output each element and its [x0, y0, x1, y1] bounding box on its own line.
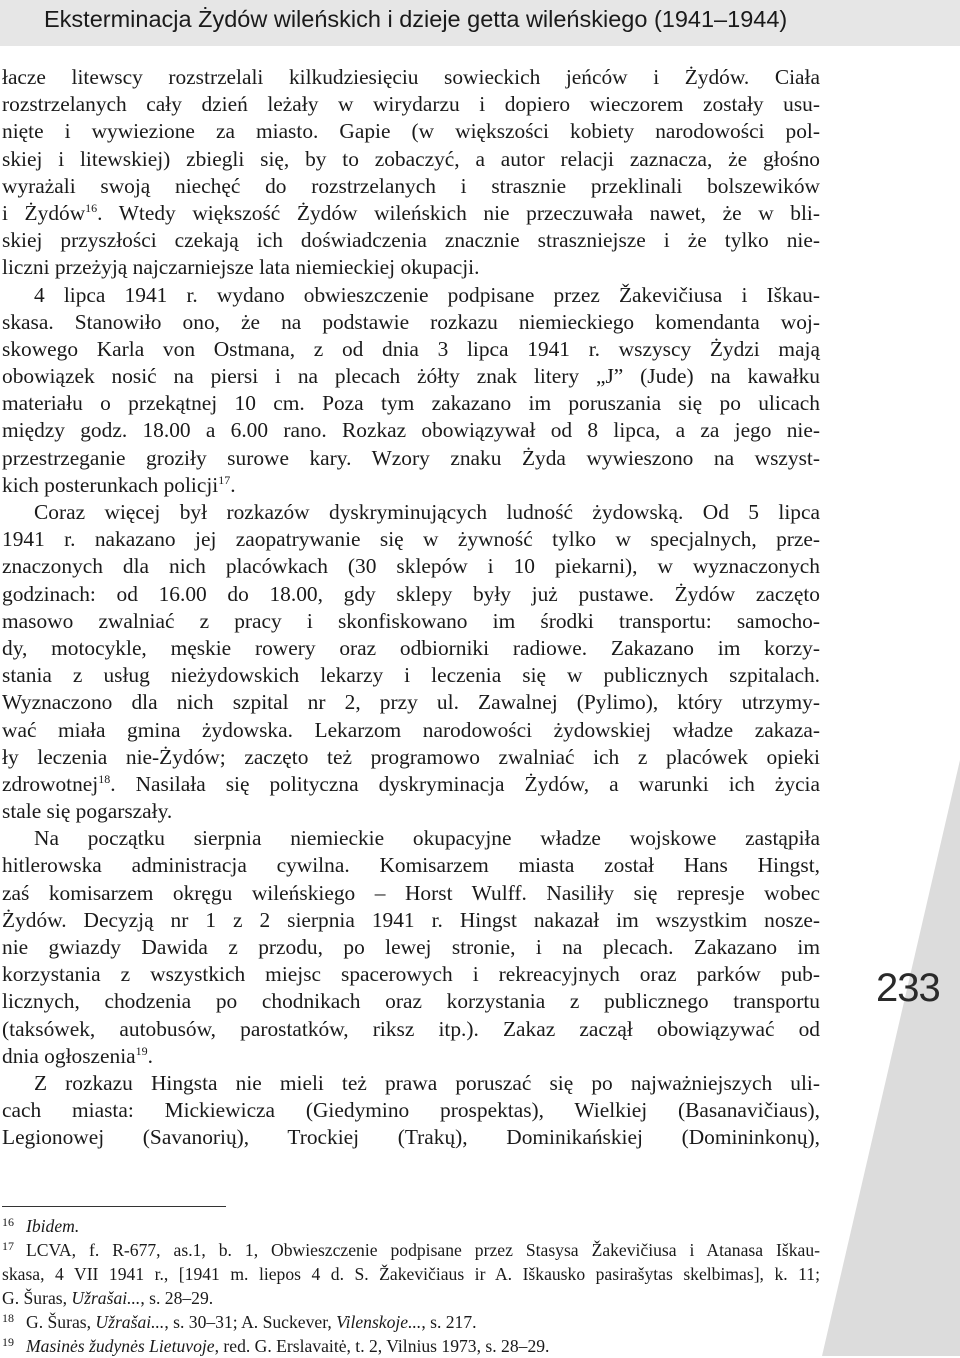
text-line: 1941 r. nakazano jej zaopatrywanie się w żywność tylko w specjalnych, prze- [2, 527, 820, 552]
text-line: dnia ogłoszenia$^{19}$. [2, 1043, 154, 1068]
text-line: znaczonych dla nich placówkach (30 sklepów i 10 piekarni), w wyznaczonych [2, 554, 820, 579]
text-line: masowo zwalniać z pracy i skonfiskowano im środki transportu: samocho- [2, 608, 820, 633]
text-line: dy, motocykle, męskie rowery oraz odbiorniki radiowe. Zakazano im korzy- [2, 635, 820, 660]
text-line: nięte i wywiezione za miasto. Gapie (w większości kobiety narodowości pol- [2, 119, 820, 144]
text-line: korzystania z wszystkich miejsc spacerowych i rekreacyjnych oraz parków pub- [2, 962, 820, 987]
footnote-ref-19: 19 [135, 1043, 148, 1058]
footnote-ref-16: 16 [85, 200, 98, 215]
text-line: Z rozkazu Hingsta nie mieli też prawa poruszać się po najważniejszych uli- [34, 1070, 820, 1095]
text-line: cach miasta: Mickiewicza (Giedymino prospektas), Wielkiej (Basanavičiaus), [2, 1098, 820, 1123]
footnote-16: $^{16}$ Ibidem. [2, 1215, 80, 1236]
page-number: 233 [876, 966, 940, 1010]
footnote-ref-18: 18 [98, 771, 111, 786]
page-corner-shape [822, 760, 960, 1356]
page-corner-triangle [822, 760, 960, 1356]
text-line: przestrzeganie groziły surowe kary. Wzory znaku Żyda wywieszono na wszyst- [2, 445, 820, 470]
text-line: stania z usług nieżydowskich lekarzy i leczenia się w publicznych szpitalach. [2, 663, 820, 688]
text-line: nie gwiazdy Dawida z przodu, po lewej stronie, i na plecach. Zakazano im [2, 935, 820, 959]
footnote-divider [2, 1206, 226, 1207]
text-line: Na początku sierpnia niemieckie okupacyjne władze wojskowe zastąpiła [34, 826, 820, 851]
text-line: i Żydów$^{16}$. Wtedy większość Żydów wileńskich nie przeczuwała nawet, że w bli- [2, 200, 820, 225]
footnote-17: $^{17}$ LCVA, f. R-677, as.1, b. 1, Obwieszczenie podpisane przez Stasysa Žakevičiusa i Atanasa Iškau- [2, 1239, 820, 1260]
footnotes [2, 1214, 820, 1358]
text-line: skowego Karla von Ostmana, z od dnia 3 lipca 1941 r. wszyscy Żydzi mają [2, 336, 820, 361]
text-line: licznych, chodzenia po chodnikach oraz korzystania z publicznego transportu [2, 989, 820, 1014]
footnote-18: $^{18}$ G. Šuras, Užrašai..., s. 30–31; A. Suckever, Vilenskoje..., s. 217. [2, 1311, 477, 1332]
text-line: Wyznaczono dla nich szpital nr 2, przy ul. Zawalnej (Pylimo), który utrzymy- [2, 690, 820, 715]
running-head-title: Eksterminacja Żydów wileńskich i dzieje getta wileńskiego (1941–1944) [44, 6, 788, 32]
text-line: wyrażali swoją niechęć do rozstrzelanych i strasznie przeklinali bolszewików [2, 173, 820, 198]
text-line: wać miała gmina żydowska. Lekarzom narodowości żydowskiej władze zakaza- [2, 717, 820, 742]
text-line: zaś komisarzem okręgu wileńskiego – Horst Wulff. Nasiliły się represje wobec [2, 880, 820, 905]
footnote-17-cont: skasa, 4 VII 1941 r., [1941 m. liepos 4 d. S. Žakevičiaus ir A. Iškausko pasirašytas skelbimas], k. 11; [2, 1264, 820, 1284]
text-line: rozstrzelanych cały dzień leżały w wirydarzu i dopiero wieczorem zostały usu- [2, 92, 820, 117]
body-text [2, 64, 820, 1152]
footnote-17-cont: G. Šuras, Užrašai..., s. 28–29. [2, 1288, 214, 1308]
text-line: skiej przyszłości czekają ich doświadczenia znacznie straszniejsze i że tylko nie- [2, 228, 820, 253]
text-line: godzinach: od 16.00 do 18.00, gdy sklepy były już pustawe. Żydów zaczęto [2, 581, 820, 606]
text-line: Coraz więcej był rozkazów dyskryminujących ludność żydowską. Od 5 lipca [34, 500, 820, 524]
text-line: łacze litewscy rozstrzelali kilkudziesięciu sowieckich jeńców i Żydów. Ciała [2, 65, 820, 89]
text-line: skasa. Stanowiło ono, że na podstawie rozkazu niemieckiego komendanta woj- [2, 309, 820, 334]
text-line: (taksówek, autobusów, parostatków, riksz itp.). Zakaz zaczął obowiązywać od [2, 1016, 820, 1041]
text-line: hitlerowska administracja cywilna. Komisarzem miasta został Hans Hingst, [2, 853, 820, 878]
footnote-19: $^{19}$ Masinės žudynės Lietuvoje, red. G. Erslavaitė, t. 2, Vilnius 1973, s. 28–29. [2, 1335, 550, 1356]
text-line: skiej i litewskiej) zbiegli się, by to zobaczyć, a autor relacji zaznacza, że głośno [2, 146, 820, 171]
text-line: liczni przeżyją najczarniejsze lata niemieckiej okupacji. [2, 255, 480, 280]
text-line: Żydów. Decyzją nr 1 z 2 sierpnia 1941 r. Hingst nakazał im wszystkim nosze- [2, 907, 820, 932]
text-line: obowiązek nosić na piersi i na plecach żółty znak litery „J” (Jude) na kawałku [2, 364, 820, 389]
text-line: Legionowej (Savanorių), Trockiej (Trakų), Dominikańskiej (Domininkonų), [2, 1125, 820, 1150]
text-line: kich posterunkach policji$^{17}$. [2, 472, 236, 497]
text-line: ły leczenia nie-Żydów; zaczęto też programowo zwalniać ich z placówek opieki [2, 744, 820, 769]
text-line: między godz. 18.00 a 6.00 rano. Rozkaz obowiązywał od 8 lipca, a za jego nie- [2, 418, 820, 443]
text-line: 4 lipca 1941 r. wydano obwieszczenie podpisane przez Žakevičiusa i Iškau- [34, 282, 820, 307]
text-line: stale się pogarszały. [2, 799, 173, 824]
text-line: zdrowotnej$^{18}$. Nasilała się polityczna dyskryminacja Żydów, a warunki ich życia [2, 771, 820, 796]
text-line: materiału o przekątnej 10 cm. Poza tym zakazano im poruszania się po ulicach [2, 391, 820, 416]
footnote-ref-17: 17 [218, 472, 231, 487]
